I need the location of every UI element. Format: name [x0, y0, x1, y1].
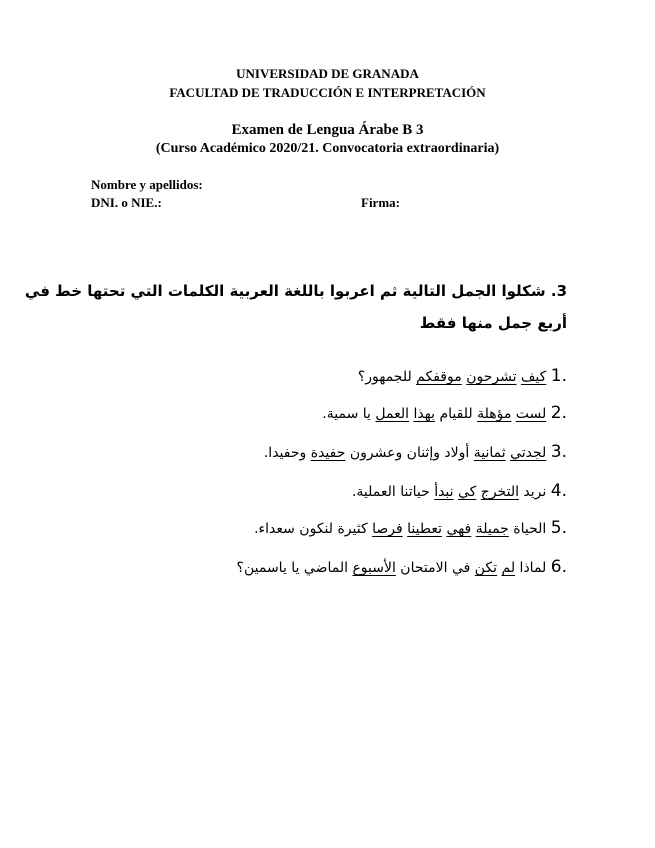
sentence-number: 2. — [550, 403, 567, 423]
sentence-text: الحياة — [508, 521, 547, 537]
sentence-4 — [87, 481, 567, 501]
underlined-word: كي — [458, 484, 477, 500]
underlined-word: كيف — [520, 369, 547, 385]
underlined-word: تعطينا — [407, 521, 442, 537]
underlined-word: موقفكم — [416, 369, 462, 385]
instruction-line-2: أربع جمل منها فقط — [419, 314, 567, 332]
sentence-5 — [87, 518, 567, 538]
sentence-text: يا سمية. — [322, 406, 376, 422]
sentence-1 — [87, 366, 567, 386]
sentence-text: وحفيدا. — [263, 445, 311, 461]
sentence-text: للقيام — [435, 406, 478, 422]
underlined-word: لست — [515, 406, 547, 422]
dni-label: DNI. o NIE.: — [91, 195, 162, 210]
underlined-word: مؤهلة — [477, 406, 512, 422]
underlined-word: فرصا — [372, 521, 403, 537]
sentence-number: 5. — [550, 518, 567, 538]
name-label: Nombre y apellidos: — [91, 177, 203, 192]
sentence-number: 3. — [550, 442, 567, 462]
sentence-text: نريد — [518, 484, 547, 500]
underlined-word: تشرحون — [466, 369, 517, 385]
faculty-name: FACULTAD DE TRADUCCIÓN E INTERPRETACIÓN — [169, 85, 486, 100]
instruction-line-1: 3. شكلوا الجمل التالية ثم اعربوا باللغة العربية الكلمات التي تحتها خط في — [24, 282, 567, 300]
sentence-number: 4. — [550, 481, 567, 501]
sentence-text: لماذا — [515, 560, 547, 576]
sentence-6 — [87, 557, 567, 577]
underlined-word: لجدتي — [510, 445, 547, 461]
underlined-word: فهي — [446, 521, 472, 537]
course-info: (Curso Académico 2020/21. Convocatoria extraordinaria) — [155, 141, 500, 156]
sentence-text: كثيرة لنكون سعداء. — [254, 521, 373, 537]
underlined-word: العمل — [375, 406, 409, 422]
sentence-text: في الامتحان — [395, 560, 475, 576]
underlined-word: الأسبوع — [352, 560, 396, 576]
underlined-word: تكن — [474, 560, 498, 576]
sentence-3 — [87, 442, 567, 462]
sentence-text: الماضي يا ياسمين؟ — [236, 560, 353, 576]
exam-title: Examen de Lengua Árabe B 3 — [231, 122, 424, 138]
underlined-word: جميلة — [475, 521, 509, 537]
underlined-word: نبدأ — [434, 484, 454, 500]
underlined-word: التخرج — [480, 484, 519, 500]
sentence-number: 1. — [550, 366, 567, 386]
underlined-word: لم — [501, 560, 516, 576]
sentence-number: 6. — [550, 557, 567, 577]
sentence-text: للجمهور؟ — [357, 369, 417, 385]
underlined-word: بهذا — [413, 406, 436, 422]
underlined-word: ثمانية — [473, 445, 506, 461]
sentence-2 — [87, 403, 567, 423]
signature-label: Firma: — [361, 195, 400, 210]
sentence-text: أولاد وإثنان وعشرون — [345, 445, 474, 461]
sentence-text: حياتنا العملية. — [351, 484, 435, 500]
underlined-word: حفيدة — [310, 445, 346, 461]
university-name: UNIVERSIDAD DE GRANADA — [236, 66, 419, 81]
